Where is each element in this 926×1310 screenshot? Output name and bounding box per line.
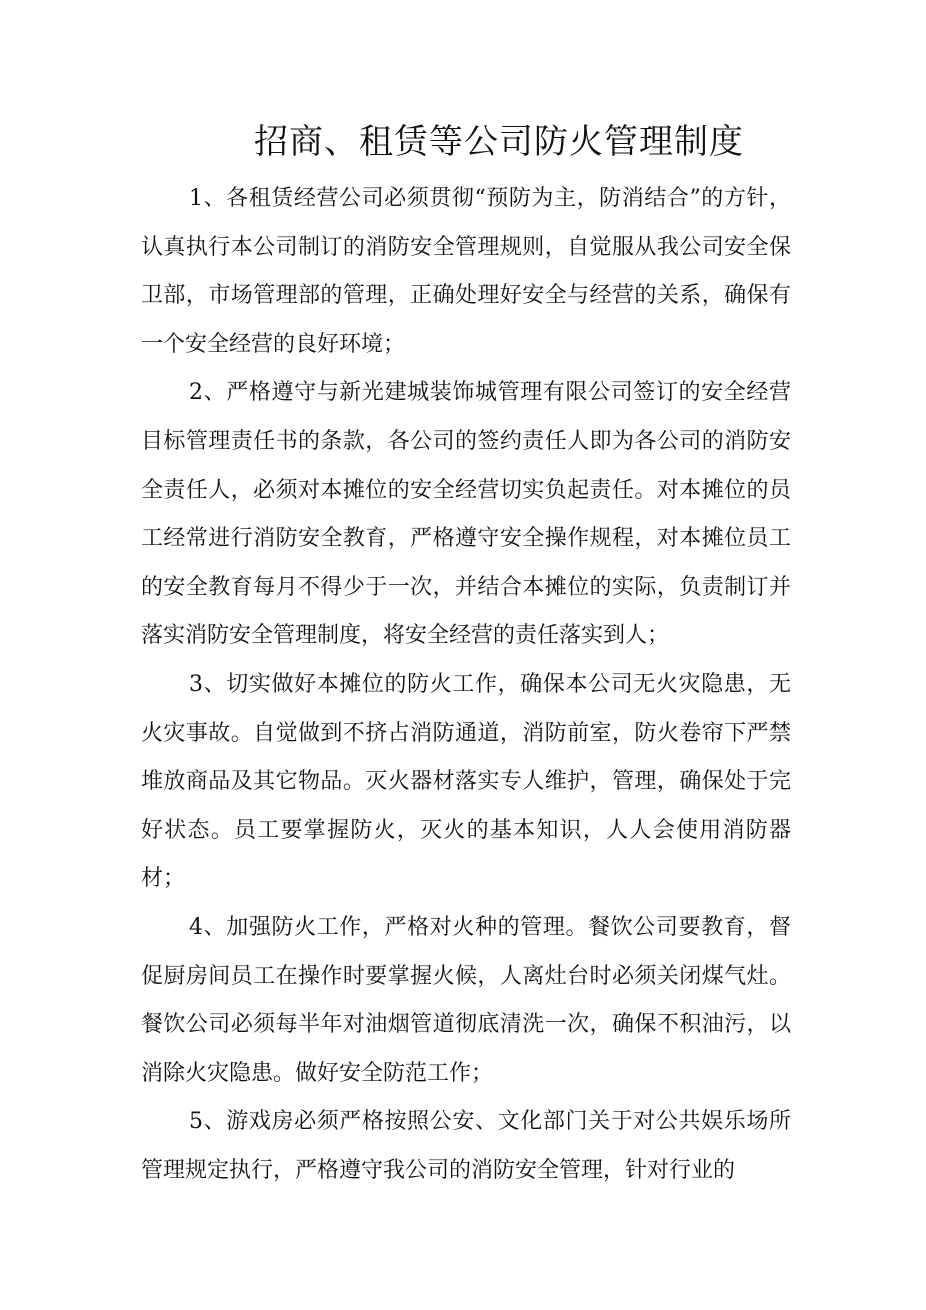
paragraph-4: 4、加强防火工作，严格对火种的管理。餐饮公司要教育，督促厨房间员工在操作时要掌握火候，人离灶台时必须关闭煤气灶。餐饮公司必须每半年对油烟管道彻底清洗一次，确保不积油污，以消除火灾隐患。做好安全防范工作； (141, 914, 791, 1086)
document-body (141, 175, 791, 1195)
paragraph-2: 2、严格遵守与新光建城装饰城管理有限公司签订的安全经营目标管理责任书的条款，各公司的签约责任人即为各公司的消防安全责任人，必须对本摊位的安全经营切实负起责任。对本摊位的员工经常进行消防安全教育，严格遵守安全操作规程，对本摊位员工的安全教育每月不得少于一次，并结合本摊位的实际，负责制订并落实消防安全管理制度，将安全经营的责任落实到人； (141, 380, 791, 649)
paragraph-1: 1、各租赁经营公司必须贯彻“预防为主，防消结合”的方针，认真执行本公司制订的消防安全管理规则，自觉服从我公司安全保卫部，市场管理部的管理，正确处理好安全与经营的关系，确保有一个安全经营的良好环境； (141, 186, 791, 357)
paragraph-5: 5、游戏房必须严格按照公安、文化部门关于对公共娱乐场所管理规定执行，严格遵守我公司的消防安全管理，针对行业的 (141, 1109, 791, 1183)
paragraph-3: 3、切实做好本摊位的防火工作，确保本公司无火灾隐患，无火灾事故。自觉做到不挤占消防通道，消防前室，防火卷帘下严禁堆放商品及其它物品。灭火器材落实专人维护，管理，确保处于完好状态。员工要掌握防火，灭火的基本知识，人人会使用消防器材； (141, 671, 791, 892)
document-title: 招商、租赁等公司防火管理制度 (254, 122, 744, 162)
